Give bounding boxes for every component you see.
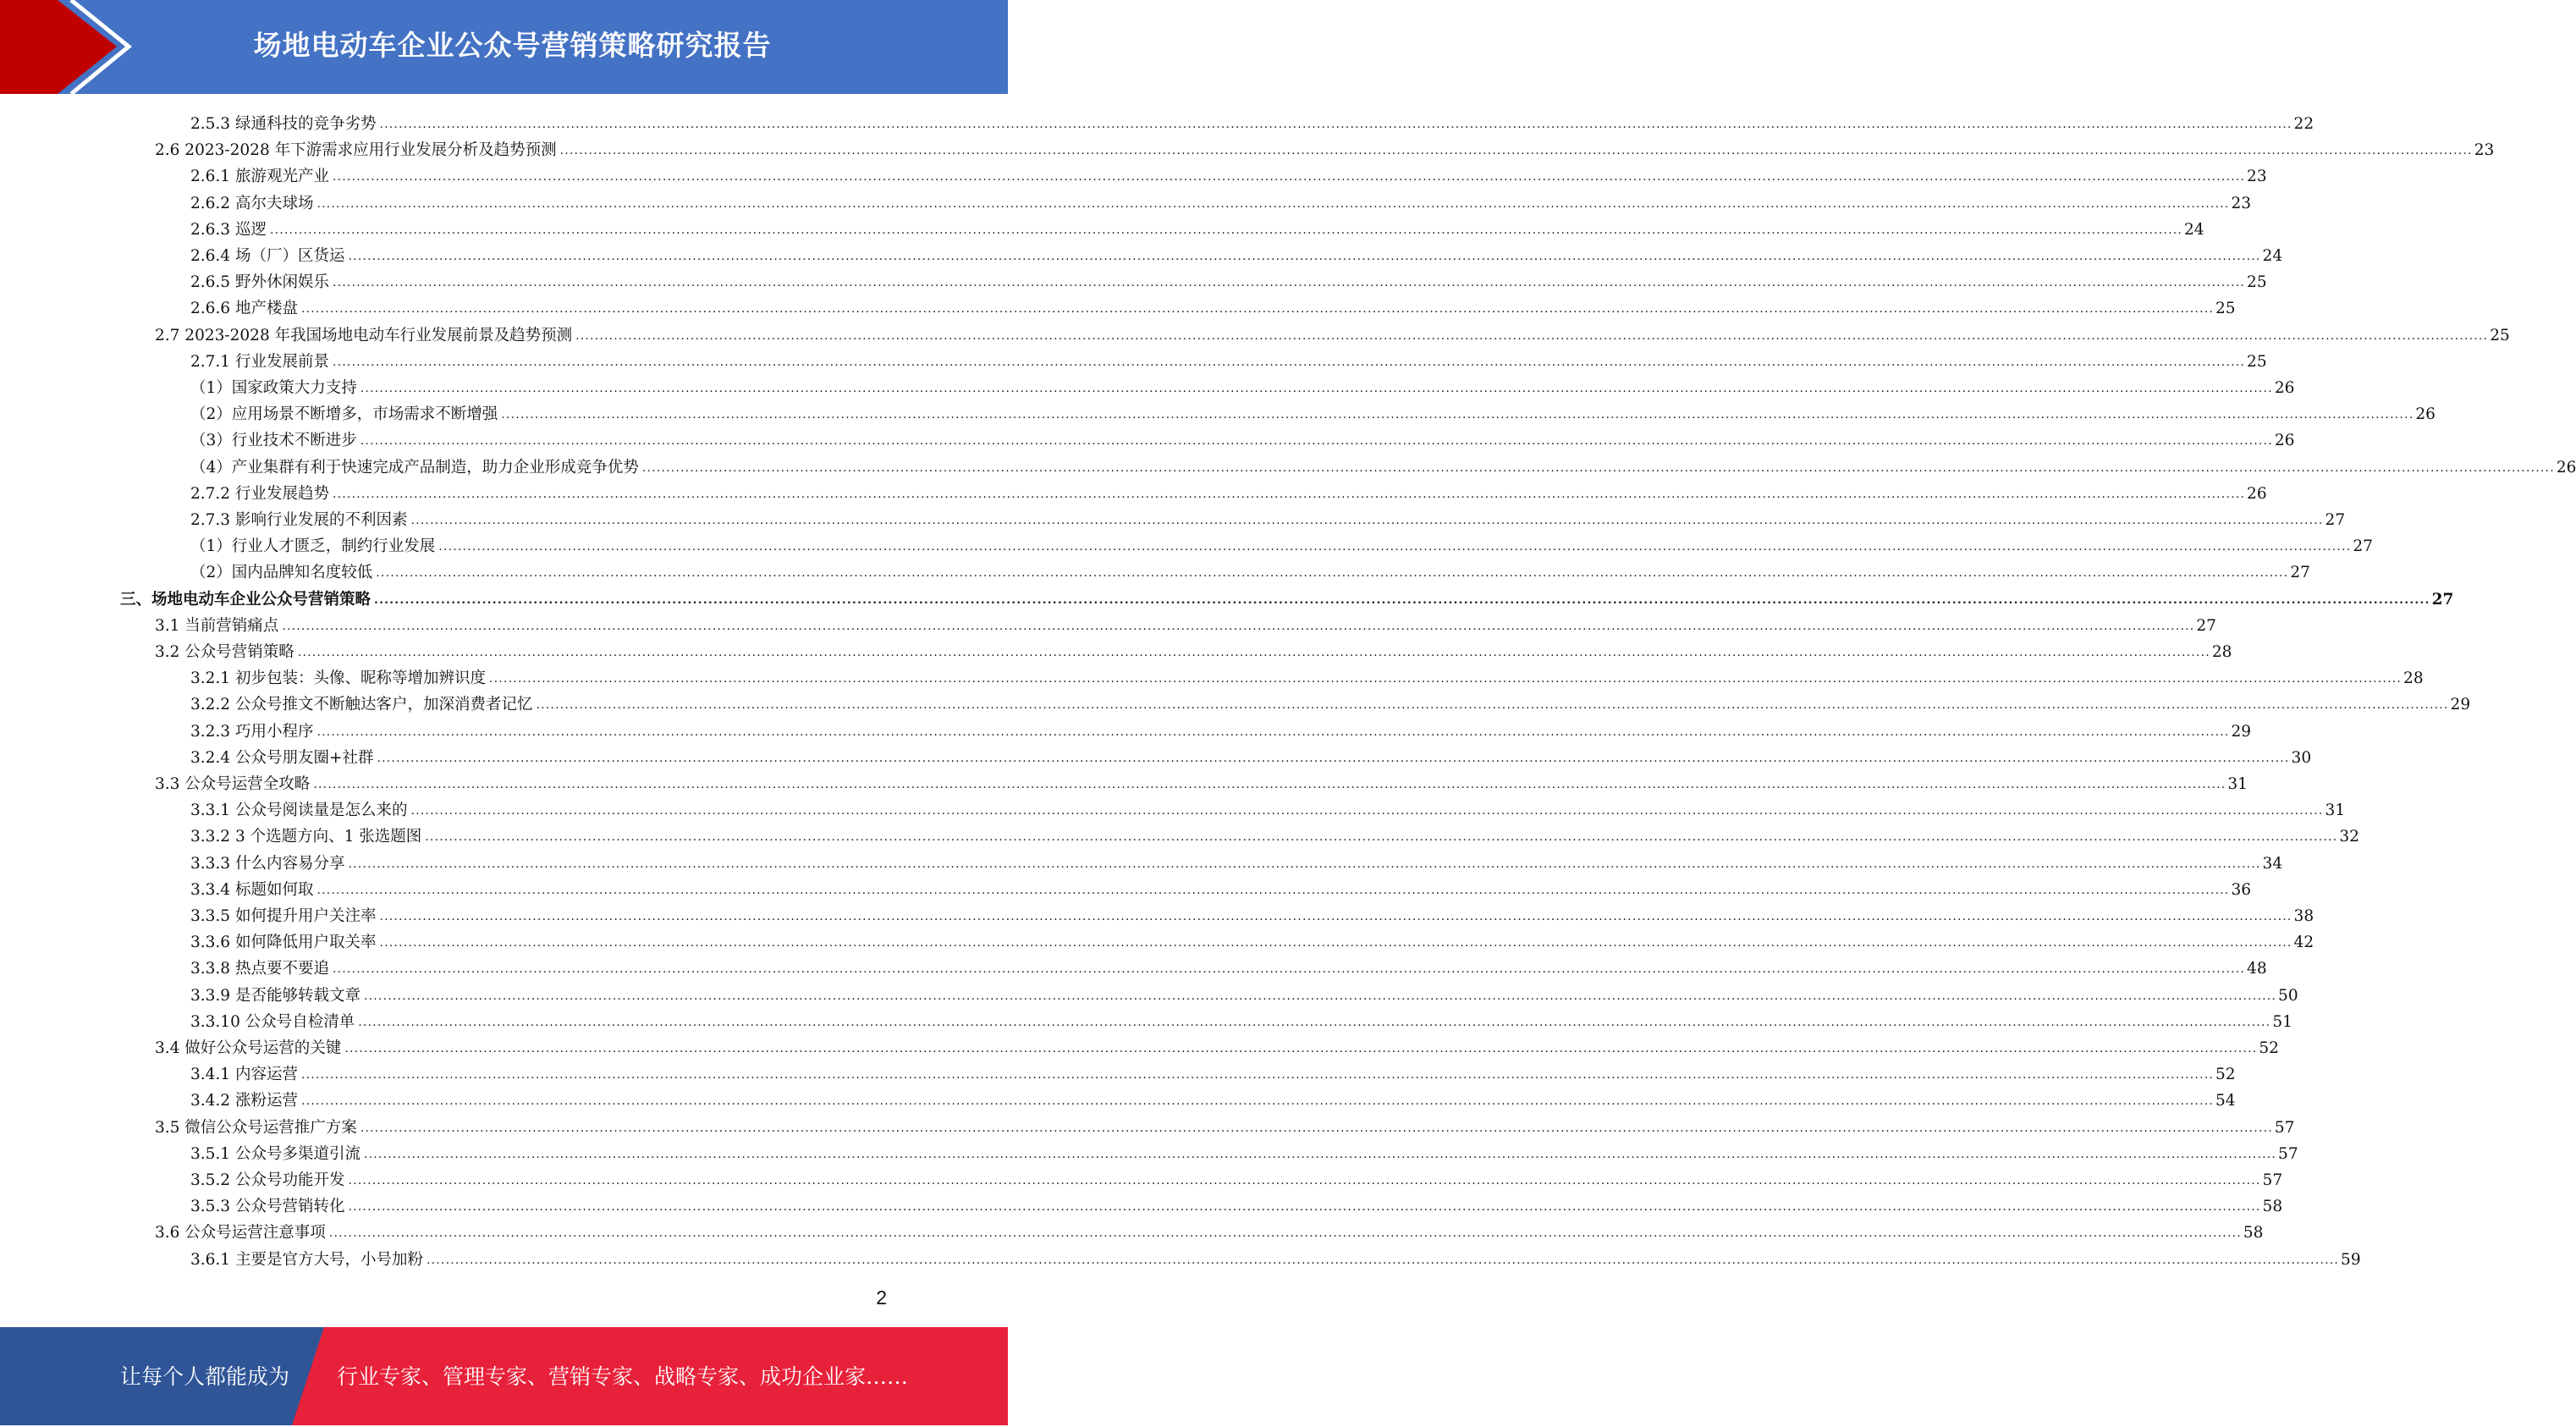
toc-dot-leader: ................................................................................................................................................................................................................................................................................................................................................................................................................ xyxy=(297,646,2210,659)
toc-entry-page: 30 xyxy=(2291,748,2312,767)
toc-dot-leader: ................................................................................................................................................................................................................................................................................................................................................................................................................ xyxy=(363,989,2277,1003)
toc-entry-page: 26 xyxy=(2415,405,2436,424)
toc-entry[interactable] xyxy=(190,187,2252,213)
toc-entry-title: 2.7 2023-2028 年我国场地电动车行业发展前景及趋势预测 xyxy=(155,326,573,344)
toc-entry-page: 22 xyxy=(2293,115,2315,133)
toc-entry[interactable] xyxy=(190,424,2295,450)
toc-dot-leader: ................................................................................................................................................................................................................................................................................................................................................................................................................ xyxy=(300,1094,2215,1109)
toc-dot-leader: ................................................................................................................................................................................................................................................................................................................................................................................................................ xyxy=(360,1121,2273,1135)
toc-entry-title: （1）行业人才匮乏，制约行业发展 xyxy=(190,537,436,556)
toc-entry-title: 2.6.6 地产楼盘 xyxy=(190,300,298,318)
toc-dot-leader: ................................................................................................................................................................................................................................................................................................................................................................................................................ xyxy=(328,1226,2242,1241)
toc-entry-page: 28 xyxy=(2403,669,2424,688)
page-header xyxy=(0,0,1008,94)
toc-entry-title: 3.5 微信公众号运营推广方案 xyxy=(155,1118,357,1137)
toc-dot-leader: ................................................................................................................................................................................................................................................................................................................................................................................................................ xyxy=(360,434,2273,449)
toc-entry[interactable] xyxy=(190,926,2315,952)
toc-entry-page: 27 xyxy=(2196,616,2216,635)
toc-entry-page: 29 xyxy=(2231,722,2252,741)
toc-entry[interactable] xyxy=(190,688,2471,714)
toc-entry-title: 三、场地电动车企业公众号营销策略 xyxy=(120,590,372,609)
toc-entry[interactable] xyxy=(190,979,2298,1006)
toc-entry-page: 50 xyxy=(2278,986,2298,1005)
toc-dot-leader: ................................................................................................................................................................................................................................................................................................................................................................................................................ xyxy=(559,144,2473,158)
toc-dot-leader: ................................................................................................................................................................................................................................................................................................................................................................................................................ xyxy=(316,725,2230,739)
toc-entry-title: 3.2.3 巧用小程序 xyxy=(190,722,314,741)
toc-entry-title: （1）国家政策大力支持 xyxy=(190,379,357,397)
toc-dot-leader: ................................................................................................................................................................................................................................................................................................................................................................................................................ xyxy=(269,223,2183,237)
toc-entry-page: 31 xyxy=(2227,775,2248,793)
toc-entry-page: 26 xyxy=(2274,379,2295,397)
toc-entry-page: 26 xyxy=(2247,484,2267,503)
toc-entry[interactable] xyxy=(190,952,2267,978)
toc-entry-title: 3.3.2 3 个选题方向、1 张选题图 xyxy=(190,828,422,846)
toc-entry-page: 48 xyxy=(2247,960,2267,978)
toc-dot-leader: ................................................................................................................................................................................................................................................................................................................................................................................................................ xyxy=(410,514,2324,527)
toc-dot-leader: ................................................................................................................................................................................................................................................................................................................................................................................................................ xyxy=(376,566,2289,581)
toc-entry-page: 59 xyxy=(2341,1250,2361,1269)
toc-entry[interactable] xyxy=(155,636,2232,662)
toc-entry-title: 2.6.2 高尔夫球场 xyxy=(190,194,314,212)
toc-entry-title: 2.6.5 野外休闲娱乐 xyxy=(190,273,329,292)
toc-entry[interactable] xyxy=(190,213,2204,240)
toc-dot-leader: ................................................................................................................................................................................................................................................................................................................................................................................................................ xyxy=(641,460,2555,475)
toc-entry-title: 3.3.5 如何提升用户关注率 xyxy=(190,907,377,925)
toc-dot-leader: ................................................................................................................................................................................................................................................................................................................................................................................................................ xyxy=(377,751,2290,765)
toc-entry[interactable] xyxy=(155,319,2510,345)
toc-dot-leader: ................................................................................................................................................................................................................................................................................................................................................................................................................ xyxy=(332,487,2246,501)
toc-entry-page: 54 xyxy=(2215,1092,2236,1110)
toc-dot-leader: ................................................................................................................................................................................................................................................................................................................................................................................................................ xyxy=(282,619,2195,633)
toc-entry[interactable] xyxy=(155,1032,2279,1058)
toc-dot-leader: ................................................................................................................................................................................................................................................................................................................................................................................................................ xyxy=(332,170,2246,185)
toc-entry-page: 24 xyxy=(2262,247,2283,265)
toc-entry-title: 3.2.1 初步包装：头像、昵称等增加辨识度 xyxy=(190,669,486,688)
toc-entry-title: 3.4 做好公众号运营的关键 xyxy=(155,1039,342,1057)
toc-entry-page: 57 xyxy=(2274,1118,2295,1137)
toc-entry-page: 36 xyxy=(2231,880,2252,899)
toc-dot-leader: ................................................................................................................................................................................................................................................................................................................................................................................................................ xyxy=(379,118,2293,131)
toc-dot-leader: ................................................................................................................................................................................................................................................................................................................................................................................................................ xyxy=(488,672,2403,686)
toc-entry-page: 25 xyxy=(2247,273,2267,292)
toc-entry-page: 32 xyxy=(2339,828,2359,846)
toc-entry-title: 2.6 2023-2028 年下游需求应用行业发展分析及趋势预测 xyxy=(155,141,557,160)
toc-dot-leader: ................................................................................................................................................................................................................................................................................................................................................................................................................ xyxy=(358,1015,2271,1029)
toc-dot-leader: ................................................................................................................................................................................................................................................................................................................................................................................................................ xyxy=(300,302,2215,317)
toc-dot-leader: ................................................................................................................................................................................................................................................................................................................................................................................................................ xyxy=(374,592,2430,607)
toc-entry-title: 2.7.3 影响行业发展的不利因素 xyxy=(190,511,408,529)
toc-entry-page: 27 xyxy=(2325,511,2346,529)
toc-entry-page: 58 xyxy=(2243,1224,2264,1242)
toc-entry[interactable] xyxy=(190,477,2267,504)
toc-entry[interactable] xyxy=(155,1111,2295,1138)
toc-entry[interactable] xyxy=(155,768,2248,794)
footer-slogan-left: 让每个人都能成为 xyxy=(120,1364,290,1389)
toc-entry[interactable] xyxy=(120,583,2454,609)
toc-entry[interactable] xyxy=(190,1138,2298,1164)
toc-entry-title: （4）产业集群有利于快速完成产品制造，助力企业形成竞争优势 xyxy=(190,458,639,477)
toc-entry-page: 26 xyxy=(2274,432,2295,450)
toc-entry-page: 58 xyxy=(2262,1198,2283,1216)
toc-entry-page: 29 xyxy=(2450,696,2471,714)
toc-dot-leader: ................................................................................................................................................................................................................................................................................................................................................................................................................ xyxy=(438,540,2352,554)
toc-entry[interactable] xyxy=(190,715,2252,741)
toc-dot-leader: ................................................................................................................................................................................................................................................................................................................................................................................................................ xyxy=(410,804,2324,818)
toc-entry[interactable] xyxy=(155,1216,2264,1242)
toc-entry[interactable] xyxy=(190,372,2295,398)
page-footer xyxy=(0,1327,1008,1425)
toc-dot-leader: ................................................................................................................................................................................................................................................................................................................................................................................................................ xyxy=(332,962,2246,977)
toc-entry[interactable] xyxy=(190,107,2315,134)
toc-entry[interactable] xyxy=(190,1243,2361,1270)
toc-entry[interactable] xyxy=(190,504,2346,530)
toc-entry[interactable] xyxy=(190,556,2310,582)
toc-entry-title: 3.3.8 热点要不要追 xyxy=(190,960,329,978)
toc-dot-leader: ................................................................................................................................................................................................................................................................................................................................................................................................................ xyxy=(426,1253,2340,1267)
toc-entry[interactable] xyxy=(190,900,2315,926)
toc-entry-title: 3.4.2 涨粉运营 xyxy=(190,1092,298,1110)
toc-entry-title: 3.5.2 公众号功能开发 xyxy=(190,1171,345,1189)
toc-entry[interactable] xyxy=(190,451,2576,477)
toc-dot-leader: ................................................................................................................................................................................................................................................................................................................................................................................................................ xyxy=(316,883,2230,897)
toc-entry-page: 27 xyxy=(2290,564,2310,582)
toc-entry[interactable] xyxy=(190,1006,2293,1032)
toc-entry-title: 3.3 公众号运营全攻略 xyxy=(155,775,311,793)
toc-entry-page: 23 xyxy=(2474,141,2495,160)
toc-entry[interactable] xyxy=(190,292,2236,318)
toc-entry[interactable] xyxy=(190,1164,2283,1190)
toc-entry-title: 3.4.1 内容运营 xyxy=(190,1066,298,1084)
toc-entry[interactable] xyxy=(190,1084,2236,1110)
toc-dot-leader: ................................................................................................................................................................................................................................................................................................................................................................................................................ xyxy=(348,1174,2261,1187)
toc-entry-page: 57 xyxy=(2278,1144,2298,1163)
toc-dot-leader: ................................................................................................................................................................................................................................................................................................................................................................................................................ xyxy=(575,328,2489,343)
toc-entry[interactable] xyxy=(190,820,2359,846)
toc-entry-title: 3.3.1 公众号阅读量是怎么来的 xyxy=(190,802,408,820)
toc-entry[interactable] xyxy=(190,741,2312,768)
toc-entry[interactable] xyxy=(190,266,2267,292)
toc-entry[interactable] xyxy=(190,873,2252,900)
toc-entry-title: 2.6.1 旅游观光产业 xyxy=(190,168,329,186)
toc-entry-page: 42 xyxy=(2293,934,2315,952)
toc-entry-title: 3.5.3 公众号营销转化 xyxy=(190,1198,345,1216)
toc-entry-title: 3.6.1 主要是官方大号，小号加粉 xyxy=(190,1250,423,1269)
toc-dot-leader: ................................................................................................................................................................................................................................................................................................................................................................................................................ xyxy=(363,1147,2277,1161)
toc-entry-page: 52 xyxy=(2215,1066,2236,1084)
toc-entry[interactable] xyxy=(190,530,2373,556)
toc-dot-leader: ................................................................................................................................................................................................................................................................................................................................................................................................................ xyxy=(344,1042,2258,1055)
toc-entry-page: 26 xyxy=(2556,458,2576,477)
toc-entry[interactable] xyxy=(190,847,2283,873)
report-title: 场地电动车企业公众号营销策略研究报告 xyxy=(253,29,772,62)
toc-entry[interactable] xyxy=(190,345,2267,372)
toc-entry[interactable] xyxy=(190,1058,2236,1084)
toc-entry-page: 23 xyxy=(2231,194,2252,212)
toc-entry[interactable] xyxy=(190,794,2346,820)
toc-entry-title: 3.3.3 什么内容易分享 xyxy=(190,854,345,873)
toc-dot-leader: ................................................................................................................................................................................................................................................................................................................................................................................................................ xyxy=(313,778,2226,791)
toc-entry-title: 2.6.3 巡逻 xyxy=(190,220,267,239)
toc-entry-title: 3.3.6 如何降低用户取关率 xyxy=(190,934,377,952)
toc-dot-leader: ................................................................................................................................................................................................................................................................................................................................................................................................................ xyxy=(425,830,2338,845)
toc-dot-leader: ................................................................................................................................................................................................................................................................................................................................................................................................................ xyxy=(536,698,2449,713)
toc-entry-page: 27 xyxy=(2353,537,2373,556)
toc-entry-page: 25 xyxy=(2490,326,2510,344)
toc-dot-leader: ................................................................................................................................................................................................................................................................................................................................................................................................................ xyxy=(360,382,2273,395)
toc-entry-page: 38 xyxy=(2293,907,2315,925)
toc-entry-title: 3.2.4 公众号朋友圈+社群 xyxy=(190,748,374,767)
toc-entry[interactable] xyxy=(190,1190,2283,1216)
toc-entry-title: （2）应用场景不断增多，市场需求不断增强 xyxy=(190,405,498,424)
toc-entry-page: 28 xyxy=(2211,643,2232,661)
toc-entry-page: 52 xyxy=(2259,1039,2279,1057)
toc-entry-page: 27 xyxy=(2431,590,2454,609)
toc-dot-leader: ................................................................................................................................................................................................................................................................................................................................................................................................................ xyxy=(348,1200,2261,1215)
toc-entry[interactable] xyxy=(155,134,2495,160)
toc-entry-page: 34 xyxy=(2262,854,2283,873)
toc-entry-title: 2.7.2 行业发展趋势 xyxy=(190,484,329,503)
toc-entry-title: 3.3.9 是否能够转载文章 xyxy=(190,986,361,1005)
toc-dot-leader: ................................................................................................................................................................................................................................................................................................................................................................................................................ xyxy=(379,936,2293,950)
toc-entry-title: 2.7.1 行业发展前景 xyxy=(190,352,329,371)
toc-entry-title: （3）行业技术不断进步 xyxy=(190,432,357,450)
toc-entry-page: 51 xyxy=(2272,1012,2293,1031)
toc-entry-title: 3.6 公众号运营注意事项 xyxy=(155,1224,326,1242)
toc-dot-leader: ................................................................................................................................................................................................................................................................................................................................................................................................................ xyxy=(332,355,2246,369)
toc-entry[interactable] xyxy=(190,662,2424,688)
toc-entry[interactable] xyxy=(155,609,2216,636)
toc-entry-page: 25 xyxy=(2247,352,2267,371)
toc-entry-title: 2.5.3 绿通科技的竞争劣势 xyxy=(190,115,377,133)
toc-entry-page: 25 xyxy=(2215,300,2236,318)
toc-entry[interactable] xyxy=(190,240,2283,266)
toc-entry[interactable] xyxy=(190,398,2436,424)
toc-entry-title: 2.6.4 场（厂）区货运 xyxy=(190,247,345,265)
toc-entry-title: （2）国内品牌知名度较低 xyxy=(190,564,373,582)
toc-entry-title: 3.3.10 公众号自检清单 xyxy=(190,1012,355,1031)
footer-slogan-right: 行业专家、管理专家、营销专家、战略专家、成功企业家…… xyxy=(337,1364,909,1389)
toc-dot-leader: ................................................................................................................................................................................................................................................................................................................................................................................................................ xyxy=(348,857,2261,871)
toc-entry-title: 3.1 当前营销痛点 xyxy=(155,616,279,635)
toc-dot-leader: ................................................................................................................................................................................................................................................................................................................................................................................................................ xyxy=(501,408,2414,422)
toc-dot-leader: ................................................................................................................................................................................................................................................................................................................................................................................................................ xyxy=(379,910,2293,923)
toc-entry[interactable] xyxy=(190,160,2267,186)
toc-entry-title: 3.2 公众号营销策略 xyxy=(155,643,294,661)
toc-entry-page: 23 xyxy=(2247,168,2267,186)
toc-entry-title: 3.5.1 公众号多渠道引流 xyxy=(190,1144,361,1163)
toc-dot-leader: ................................................................................................................................................................................................................................................................................................................................................................................................................ xyxy=(348,250,2261,263)
toc-dot-leader: ................................................................................................................................................................................................................................................................................................................................................................................................................ xyxy=(332,276,2246,290)
toc-entry-page: 57 xyxy=(2262,1171,2283,1189)
toc-entry-title: 3.2.2 公众号推文不断触达客户，加深消费者记忆 xyxy=(190,696,533,714)
toc-dot-leader: ................................................................................................................................................................................................................................................................................................................................................................................................................ xyxy=(316,196,2230,211)
toc-dot-leader: ................................................................................................................................................................................................................................................................................................................................................................................................................ xyxy=(300,1068,2215,1083)
toc-entry-page: 31 xyxy=(2325,802,2346,820)
page-number: 2 xyxy=(876,1287,887,1309)
toc-entry-title: 3.3.4 标题如何取 xyxy=(190,880,314,899)
toc-entry-page: 24 xyxy=(2184,220,2204,239)
